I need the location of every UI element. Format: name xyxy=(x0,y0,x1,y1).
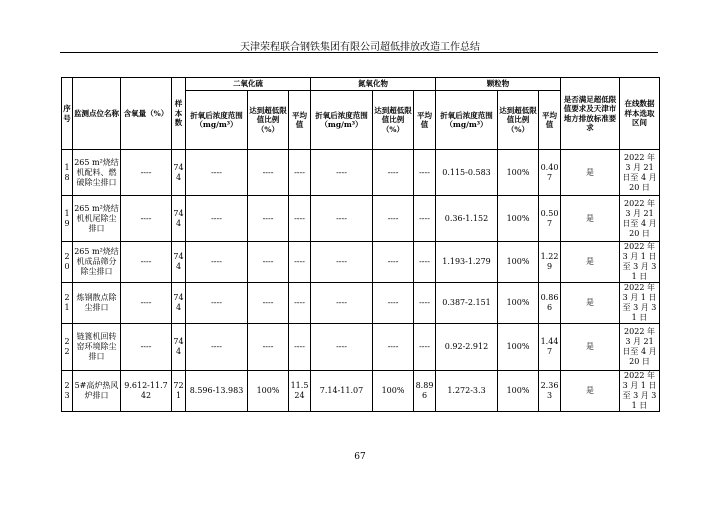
cell-nox-ratio: ---- xyxy=(373,196,414,242)
cell-so2-ratio: ---- xyxy=(248,196,289,242)
cell-nox-avg: ---- xyxy=(414,242,436,283)
cell-pm-avg: 2.363 xyxy=(539,371,561,412)
cell-period: 2022 年 3 月 21 日至 4 月 20 日 xyxy=(620,196,660,242)
cell-count: 744 xyxy=(172,283,186,324)
cell-nox-range: ---- xyxy=(311,242,373,283)
table-row xyxy=(62,150,660,196)
header-nox-ratio: 达到超低限值比例（%） xyxy=(373,91,414,150)
cell-pm-avg: 1.447 xyxy=(539,324,561,371)
cell-so2-avg: ---- xyxy=(289,324,311,371)
cell-nox-range: ---- xyxy=(311,283,373,324)
header-so2-range: 折氧后浓度范围（mg/m³） xyxy=(186,91,248,150)
header-pm-ratio: 达到超低限值比例（%） xyxy=(498,91,539,150)
cell-seq: 23 xyxy=(62,371,73,412)
cell-seq: 20 xyxy=(62,242,73,283)
cell-period: 2022 年 3 月 21 日至 4 月 20 日 xyxy=(620,150,660,196)
cell-so2-range: 8.596-13.983 xyxy=(186,371,248,412)
cell-so2-range: ---- xyxy=(186,196,248,242)
cell-so2-range: ---- xyxy=(186,324,248,371)
cell-count: 744 xyxy=(172,196,186,242)
cell-count: 744 xyxy=(172,242,186,283)
cell-nox-ratio: ---- xyxy=(373,242,414,283)
cell-o2: ---- xyxy=(121,150,172,196)
cell-period: 2022 年 3 月 21 日至 4 月 20 日 xyxy=(620,324,660,371)
cell-pm-range: 1.272-3.3 xyxy=(436,371,498,412)
cell-nox-avg: ---- xyxy=(414,196,436,242)
cell-name: 265 m²烧结机配料、燃破除尘排口 xyxy=(73,150,121,196)
cell-seq: 21 xyxy=(62,283,73,324)
cell-name: 265 m²烧结机成品筛分除尘排口 xyxy=(73,242,121,283)
cell-pm-range: 0.92-2.912 xyxy=(436,324,498,371)
cell-so2-ratio: ---- xyxy=(248,242,289,283)
cell-meets: 是 xyxy=(561,324,620,371)
cell-o2: ---- xyxy=(121,283,172,324)
cell-nox-avg: ---- xyxy=(414,324,436,371)
cell-nox-range: ---- xyxy=(311,324,373,371)
cell-seq: 19 xyxy=(62,196,73,242)
cell-so2-avg: ---- xyxy=(289,283,311,324)
cell-pm-avg: 0.866 xyxy=(539,283,561,324)
cell-nox-range: 7.14-11.07 xyxy=(311,371,373,412)
header-so2-group: 二氧化硫 xyxy=(186,78,311,91)
header-meets: 是否满足超低限值要求及天津市地方排放标准要求 xyxy=(561,78,620,150)
cell-meets: 是 xyxy=(561,371,620,412)
cell-nox-avg: ---- xyxy=(414,150,436,196)
emission-monitoring-table xyxy=(61,77,660,412)
cell-so2-range: ---- xyxy=(186,150,248,196)
page-number: 67 xyxy=(354,452,366,462)
header-name: 监测点位名称 xyxy=(73,78,121,150)
cell-pm-ratio: 100% xyxy=(498,283,539,324)
cell-so2-avg: ---- xyxy=(289,196,311,242)
cell-count: 721 xyxy=(172,371,186,412)
header-pm-avg: 平均值 xyxy=(539,91,561,150)
cell-meets: 是 xyxy=(561,242,620,283)
cell-so2-avg: 11.524 xyxy=(289,371,311,412)
cell-name: 265 m²烧结机机尾除尘排口 xyxy=(73,196,121,242)
header-nox-avg: 平均值 xyxy=(414,91,436,150)
cell-count: 744 xyxy=(172,324,186,371)
header-divider xyxy=(60,52,658,53)
header-pm-range: 折氧后浓度范围（mg/m³） xyxy=(436,91,498,150)
cell-pm-avg: 0.507 xyxy=(539,196,561,242)
cell-pm-range: 1.193-1.279 xyxy=(436,242,498,283)
cell-o2: 9.612-11.742 xyxy=(121,371,172,412)
header-pm-group: 颗粒物 xyxy=(436,78,561,91)
cell-name: 链篦机回转窑环境除尘排口 xyxy=(73,324,121,371)
page-header-title: 天津荣程联合钢铁集团有限公司超低排放改造工作总结 xyxy=(240,42,480,53)
table-row xyxy=(62,283,660,324)
cell-o2: ---- xyxy=(121,324,172,371)
cell-pm-range: 0.115-0.583 xyxy=(436,150,498,196)
cell-nox-range: ---- xyxy=(311,150,373,196)
cell-period: 2022 年 3 月 1 日至 3 月 31 日 xyxy=(620,283,660,324)
cell-so2-ratio: ---- xyxy=(248,150,289,196)
table-row xyxy=(62,371,660,412)
cell-so2-range: ---- xyxy=(186,283,248,324)
cell-name: 5#高炉热风炉排口 xyxy=(73,371,121,412)
header-o2: 含氧量（%） xyxy=(121,78,172,150)
header-nox-range: 折氧后浓度范围（mg/m³） xyxy=(311,91,373,150)
header-nox-group: 氮氧化物 xyxy=(311,78,436,91)
cell-seq: 22 xyxy=(62,324,73,371)
cell-so2-avg: ---- xyxy=(289,242,311,283)
cell-so2-ratio: ---- xyxy=(248,324,289,371)
table-header xyxy=(62,78,660,150)
cell-nox-avg: ---- xyxy=(414,283,436,324)
cell-count: 744 xyxy=(172,150,186,196)
cell-nox-ratio: ---- xyxy=(373,324,414,371)
cell-period: 2022 年 3 月 1 日至 3 月 31 日 xyxy=(620,242,660,283)
header-count: 样本数 xyxy=(172,78,186,150)
cell-pm-ratio: 100% xyxy=(498,242,539,283)
table-row xyxy=(62,324,660,371)
cell-o2: ---- xyxy=(121,242,172,283)
cell-so2-avg: ---- xyxy=(289,150,311,196)
cell-pm-ratio: 100% xyxy=(498,324,539,371)
cell-meets: 是 xyxy=(561,150,620,196)
cell-nox-range: ---- xyxy=(311,196,373,242)
cell-nox-ratio: ---- xyxy=(373,150,414,196)
cell-pm-ratio: 100% xyxy=(498,196,539,242)
cell-name: 炼钢散点除尘排口 xyxy=(73,283,121,324)
cell-seq: 18 xyxy=(62,150,73,196)
cell-pm-range: 0.387-2.151 xyxy=(436,283,498,324)
header-so2-avg: 平均值 xyxy=(289,91,311,150)
cell-nox-ratio: ---- xyxy=(373,283,414,324)
cell-pm-avg: 1.229 xyxy=(539,242,561,283)
cell-period: 2022 年 3 月 1 日至 3 月 31 日 xyxy=(620,371,660,412)
header-period: 在线数据样本选取区间 xyxy=(620,78,660,150)
cell-nox-avg: 8.896 xyxy=(414,371,436,412)
cell-so2-range: ---- xyxy=(186,242,248,283)
table-row xyxy=(62,242,660,283)
cell-meets: 是 xyxy=(561,283,620,324)
table-row xyxy=(62,196,660,242)
cell-nox-ratio: 100% xyxy=(373,371,414,412)
cell-pm-range: 0.36-1.152 xyxy=(436,196,498,242)
cell-pm-ratio: 100% xyxy=(498,371,539,412)
header-seq: 序号 xyxy=(62,78,73,150)
table-body xyxy=(62,150,660,412)
cell-pm-ratio: 100% xyxy=(498,150,539,196)
cell-so2-ratio: 100% xyxy=(248,371,289,412)
cell-so2-ratio: ---- xyxy=(248,283,289,324)
header-so2-ratio: 达到超低限值比例（%） xyxy=(248,91,289,150)
cell-o2: ---- xyxy=(121,196,172,242)
cell-meets: 是 xyxy=(561,196,620,242)
cell-pm-avg: 0.407 xyxy=(539,150,561,196)
